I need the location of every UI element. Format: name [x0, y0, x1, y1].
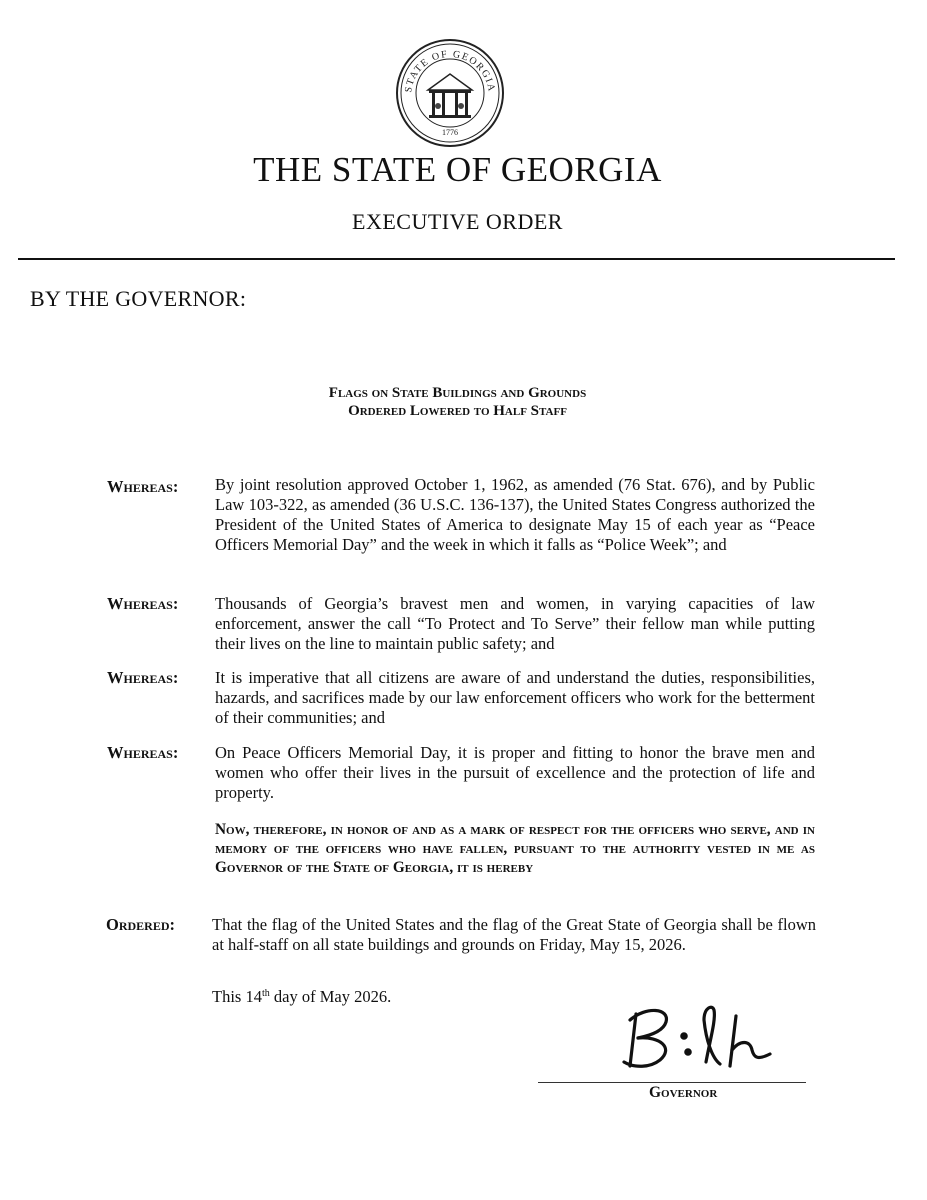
- seal-year: 1776: [442, 128, 458, 137]
- order-heading-line-1: Flags on State Buildings and Grounds: [328, 385, 587, 401]
- seal-ring-text: STATE OF GEORGIA: [403, 48, 497, 94]
- whereas-label-3: Whereas:: [107, 668, 179, 687]
- whereas-label-2: Whereas:: [107, 594, 179, 613]
- document-title: THE STATE OF GEORGIA: [253, 150, 662, 189]
- order-heading-line-2: Ordered Lowered to Half Staff: [348, 403, 567, 419]
- now-therefore-clause: Now, therefore, in honor of and as a mark of respect for the officers who serve, and in memory of the officers who have fallen, pursuant to the authority vested in me as Governor of the State of Georgia, it is hereby: [215, 821, 815, 876]
- svg-text:STATE OF GEORGIA: [403, 49, 497, 93]
- ordered-label: Ordered:: [106, 915, 176, 934]
- whereas-text-3: It is imperative that all citizens are aware of and understand the duties, responsibilities, hazards, and sacrifices made by our law enforcement officers who work for the betterment of their communities; and: [215, 668, 815, 727]
- state-seal: [395, 38, 505, 148]
- header-divider: [18, 258, 895, 260]
- whereas-text-4: On Peace Officers Memorial Day, it is proper and fitting to honor the brave men and women who offer their lives in the pursuit of excellence and the protection of life and property.: [215, 743, 815, 802]
- date-line: [212, 987, 391, 1007]
- whereas-label-1: Whereas:: [107, 477, 179, 496]
- by-the-governor: BY THE GOVERNOR:: [30, 286, 247, 311]
- ordered-text: That the flag of the United States and the flag of the Great State of Georgia shall be flown at half-staff on all state buildings and grounds on Friday, May 15, 2026.: [212, 915, 816, 954]
- whereas-label-4: Whereas:: [107, 743, 179, 762]
- governor-title: Governor: [649, 1084, 718, 1101]
- order-heading: [0, 384, 915, 420]
- signature-line: [538, 1082, 806, 1083]
- document-subtitle: EXECUTIVE ORDER: [352, 209, 563, 234]
- whereas-text-1: By joint resolution approved October 1, 1962, as amended (76 Stat. 676), and by Public Law 103-322, as amended (36 U.S.C. 136-137), the United States Congress authorized the President of the United States of America to designate May 15 of each year as “Peace Officers Memorial Day” and the week in which it falls as “Police Week”; and: [215, 475, 815, 554]
- date-ordinal: th: [261, 988, 270, 999]
- date-prefix: This 14: [212, 987, 262, 1006]
- whereas-text-2: Thousands of Georgia’s bravest men and women, in varying capacities of law enforcement, answer the call “To Protect and To Serve” their fellow man while putting their lives on the line to maintain public safety; and: [215, 594, 815, 653]
- date-suffix: day of May 2026.: [269, 987, 392, 1006]
- governor-signature: [608, 1000, 778, 1080]
